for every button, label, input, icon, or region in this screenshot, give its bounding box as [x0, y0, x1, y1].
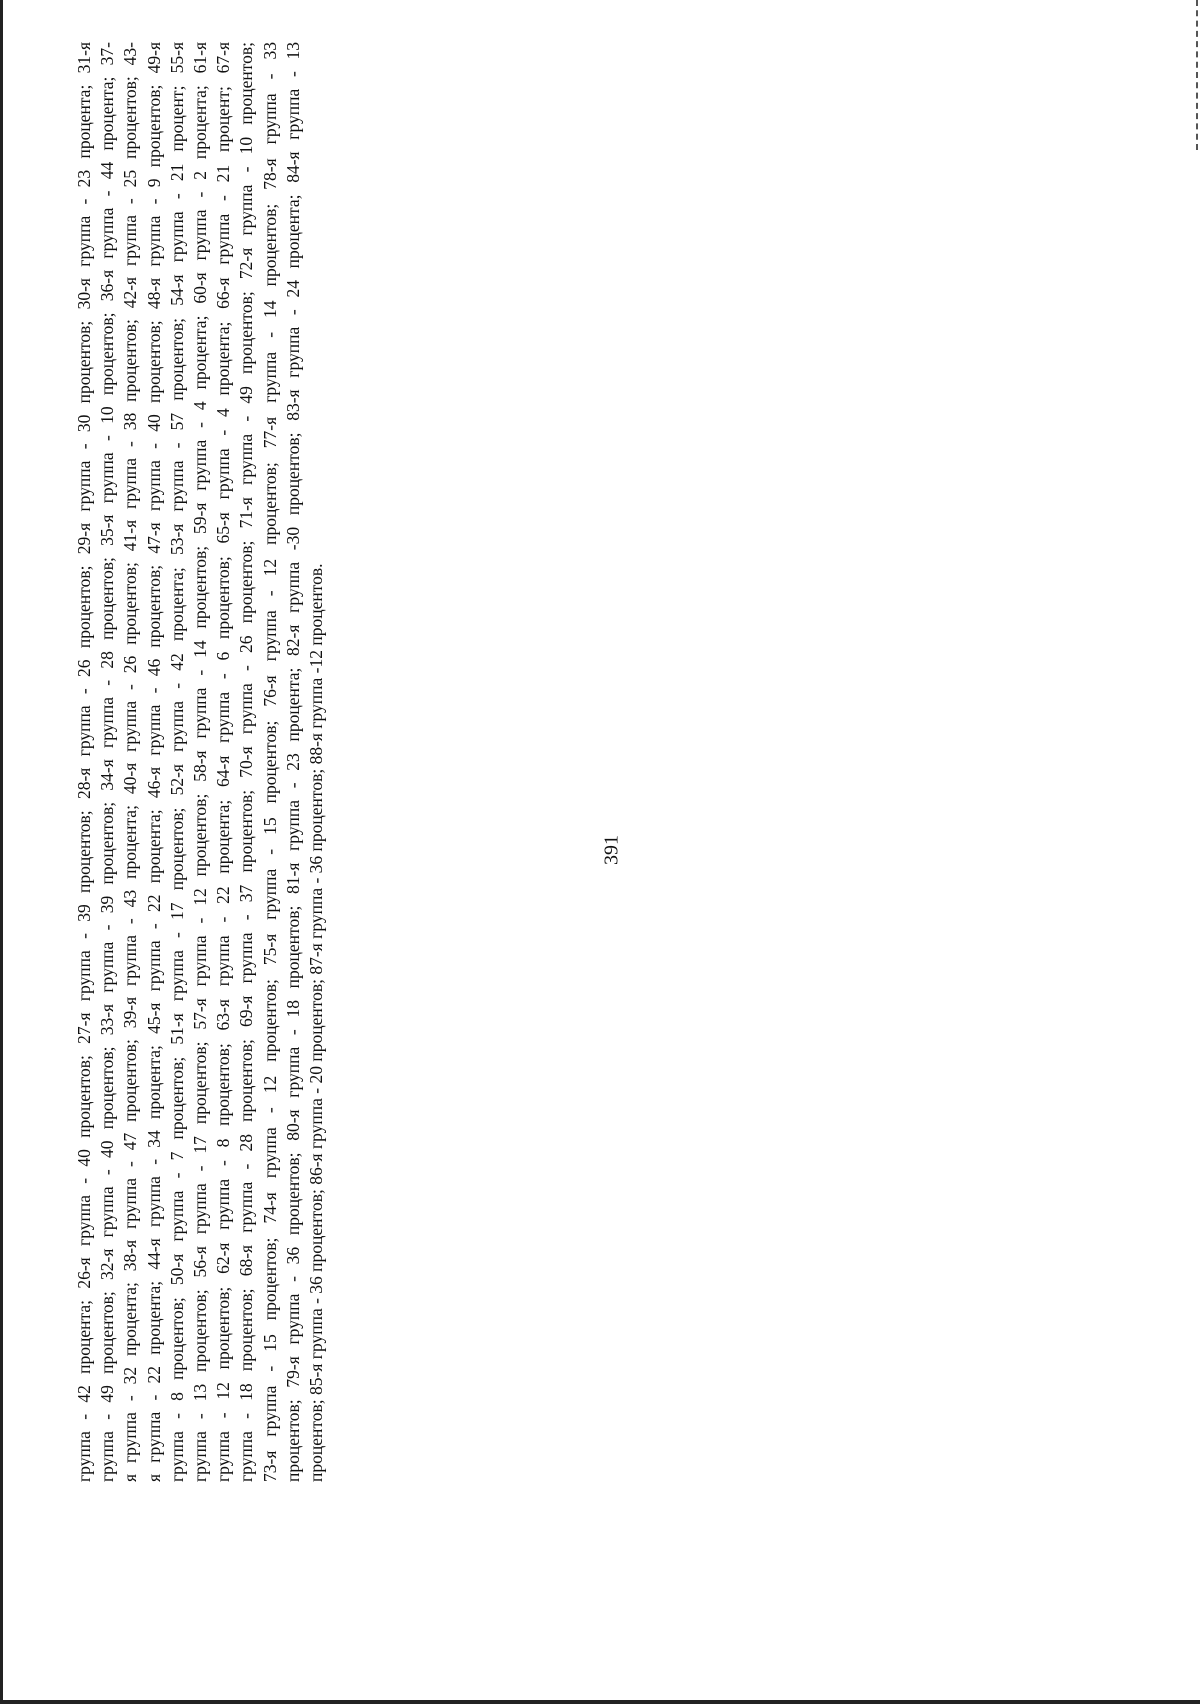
text-line: 73-я группа - 15 процентов; 74-я группа - 12 процентов; 75-я группа - 15 процентов; 76-я группа - 12 процентов; 77-я группа - 14 процентов; 78-я группа - 33	[259, 42, 280, 1482]
text-line: группа - 49 процентов; 32-я группа - 40 процентов; 33-я группа - 39 процентов; 34-я группа - 28 процентов; 35-я группа - 10 процентов; 36-я группа - 44 процента; 37-	[97, 42, 118, 1482]
text-line: группа - 42 процента; 26-я группа - 40 процентов; 27-я группа - 39 процентов; 28-я группа - 26 процентов; 29-я группа - 30 процентов; 30-я группа - 23 процента; 31-я	[74, 42, 94, 1482]
text-line: я группа - 22 процента; 44-я группа - 34 процента; 45-я группа - 22 процента; 46-я группа - 46 процентов; 47-я группа - 40 процентов; 48-я группа - 9 процентов; 49-я	[143, 42, 164, 1482]
text-line: процентов; 79-я группа - 36 процентов; 80-я группа - 18 процентов; 81-я группа - 23 процента; 82-я группа -30 процентов; 83-я группа - 24 процента; 84-я группа - 13	[282, 42, 303, 1482]
text-line: группа - 8 процентов; 50-я группа - 7 процентов; 51-я группа - 17 процентов; 52-я группа - 42 процента; 53-я группа - 57 процентов; 54-я группа - 21 процент; 55-я	[166, 42, 187, 1482]
text-line: группа - 12 процентов; 62-я группа - 8 процентов; 63-я группа - 22 процента; 64-я группа - 6 процентов; 65-я группа - 4 процента; 66-я группа - 21 процент; 67-я	[213, 42, 234, 1482]
text-line: я группа - 32 процента; 38-я группа - 47 процентов; 39-я группа - 43 процента; 40-я группа - 26 процентов; 41-я группа - 38 процентов; 42-я группа - 25 процентов; 43-	[120, 42, 141, 1482]
text-line: группа - 18 процентов; 68-я группа - 28 процентов; 69-я группа - 37 процентов; 70-я группа - 26 процентов; 71-я группа - 49 процентов; 72-я группа - 10 процентов;	[236, 42, 257, 1482]
scan-border-bottom	[0, 1700, 1200, 1704]
text-line: группа - 13 процентов; 56-я группа - 17 процентов; 57-я группа - 12 процентов; 58-я группа - 14 процентов; 59-я группа - 4 процента; 60-я группа - 2 процента; 61-я	[189, 42, 210, 1482]
scan-artifact-right	[1196, 0, 1198, 150]
scan-border-left	[0, 0, 3, 1704]
page-number: 391	[600, 835, 623, 865]
document-body	[73, 42, 373, 1482]
text-line: процентов; 85-я группа - 36 процентов; 86-я группа - 20 процентов; 87-я группа - 36 процентов; 88-я группа -12 процентов.	[305, 563, 326, 1482]
